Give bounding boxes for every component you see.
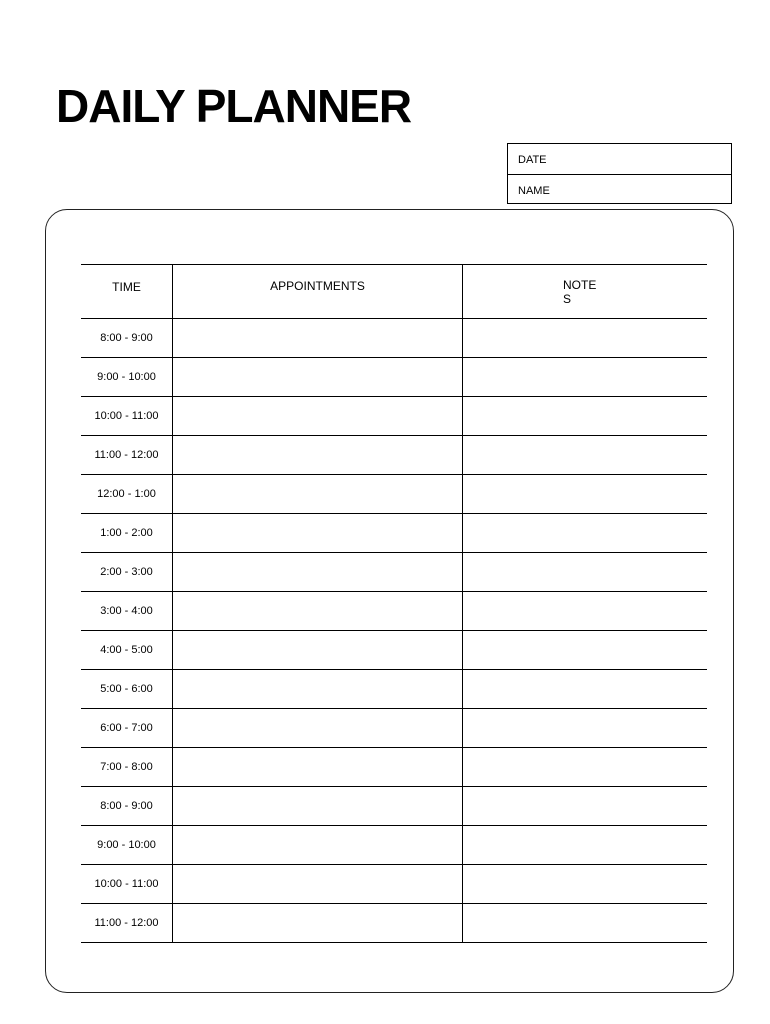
- appointment-cell[interactable]: [173, 748, 463, 787]
- table-header-row: [81, 265, 707, 319]
- table-row: [81, 865, 707, 904]
- time-slot-label: 9:00 - 10:00: [81, 358, 173, 397]
- time-slot-label: 10:00 - 11:00: [81, 865, 173, 904]
- time-slot-label: 1:00 - 2:00: [81, 514, 173, 553]
- time-slot-label: 10:00 - 11:00: [81, 397, 173, 436]
- appointment-cell[interactable]: [173, 553, 463, 592]
- notes-cell[interactable]: [463, 787, 708, 826]
- time-slot-label: 9:00 - 10:00: [81, 826, 173, 865]
- time-slot-label: 4:00 - 5:00: [81, 631, 173, 670]
- time-slot-label: 8:00 - 9:00: [81, 787, 173, 826]
- table-row: [81, 358, 707, 397]
- table-row: [81, 631, 707, 670]
- table-row: [81, 475, 707, 514]
- appointment-cell[interactable]: [173, 670, 463, 709]
- schedule-table: [81, 264, 707, 943]
- time-slot-label: 3:00 - 4:00: [81, 592, 173, 631]
- appointment-cell[interactable]: [173, 631, 463, 670]
- notes-cell[interactable]: [463, 865, 708, 904]
- table-row: [81, 709, 707, 748]
- appointment-cell[interactable]: [173, 397, 463, 436]
- appointment-cell[interactable]: [173, 514, 463, 553]
- notes-header: [463, 265, 708, 319]
- notes-cell[interactable]: [463, 514, 708, 553]
- notes-cell[interactable]: [463, 904, 708, 943]
- appointment-cell[interactable]: [173, 709, 463, 748]
- table-row: [81, 748, 707, 787]
- date-field[interactable]: DATE: [518, 154, 547, 166]
- time-slot-label: 11:00 - 12:00: [81, 436, 173, 475]
- appointment-cell[interactable]: [173, 319, 463, 358]
- time-slot-label: 6:00 - 7:00: [81, 709, 173, 748]
- notes-cell[interactable]: [463, 631, 708, 670]
- table-row: [81, 436, 707, 475]
- notes-cell[interactable]: [463, 709, 708, 748]
- table-row: [81, 670, 707, 709]
- table-row: [81, 319, 707, 358]
- notes-cell[interactable]: [463, 826, 708, 865]
- table-row: [81, 514, 707, 553]
- notes-cell[interactable]: [463, 358, 708, 397]
- time-slot-label: 11:00 - 12:00: [81, 904, 173, 943]
- table-row: [81, 553, 707, 592]
- page-title: DAILY PLANNER: [56, 80, 412, 132]
- date-name-box: [507, 143, 732, 204]
- appointment-cell[interactable]: [173, 787, 463, 826]
- notes-cell[interactable]: [463, 436, 708, 475]
- notes-cell[interactable]: [463, 397, 708, 436]
- appointment-cell[interactable]: [173, 358, 463, 397]
- name-field[interactable]: NAME: [508, 174, 731, 204]
- notes-cell[interactable]: [463, 592, 708, 631]
- time-slot-label: 8:00 - 9:00: [81, 319, 173, 358]
- notes-cell[interactable]: [463, 670, 708, 709]
- appointment-cell[interactable]: [173, 826, 463, 865]
- appointment-cell[interactable]: [173, 475, 463, 514]
- time-slot-label: 7:00 - 8:00: [81, 748, 173, 787]
- schedule-body: [81, 319, 707, 943]
- appointment-cell[interactable]: [173, 592, 463, 631]
- table-row: [81, 904, 707, 943]
- time-slot-label: 12:00 - 1:00: [81, 475, 173, 514]
- time-slot-label: 2:00 - 3:00: [81, 553, 173, 592]
- notes-cell[interactable]: [463, 475, 708, 514]
- time-header: TIME: [81, 265, 173, 319]
- table-row: [81, 826, 707, 865]
- time-slot-label: 5:00 - 6:00: [81, 670, 173, 709]
- appointments-header: APPOINTMENTS: [173, 265, 463, 319]
- notes-cell[interactable]: [463, 319, 708, 358]
- notes-header-label: NOTE S: [563, 278, 597, 306]
- appointment-cell[interactable]: [173, 865, 463, 904]
- table-row: [81, 397, 707, 436]
- appointment-cell[interactable]: [173, 436, 463, 475]
- table-row: [81, 592, 707, 631]
- notes-cell[interactable]: [463, 553, 708, 592]
- notes-cell[interactable]: [463, 748, 708, 787]
- table-row: [81, 787, 707, 826]
- appointment-cell[interactable]: [173, 904, 463, 943]
